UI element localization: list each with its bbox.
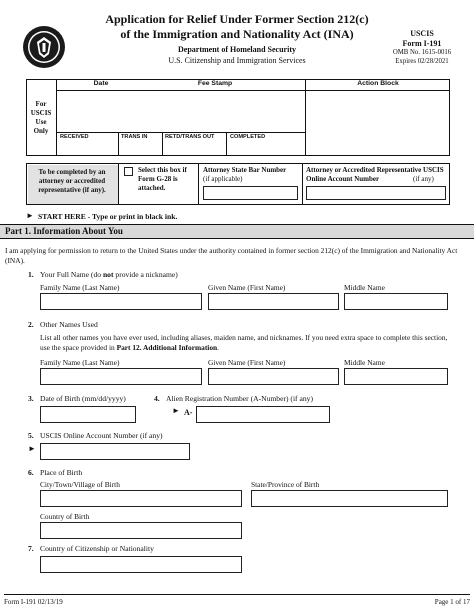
- country-of-citizenship-field[interactable]: [40, 556, 242, 573]
- account-number-sublabel: (if any): [413, 175, 434, 183]
- footer-page-number: Page 1 of 17: [434, 598, 470, 606]
- q4-label: Alien Registration Number (A-Number) (if any): [166, 394, 313, 403]
- part1-intro: I am applying for permission to return to the United States under the authority contained in former section 212(c) of the Immigration and Nationality Act (INA).: [5, 246, 458, 265]
- q2-text-bold: Part 12. Additional Information: [116, 342, 218, 352]
- state-of-birth-field[interactable]: [251, 490, 448, 507]
- city-of-birth-label: City/Town/Village of Birth: [40, 480, 120, 489]
- omb-number: OMB No. 1615-0016: [392, 49, 452, 56]
- footer-form-edition: Form I-191 02/13/19: [4, 598, 63, 606]
- q2-instructions: [40, 333, 450, 352]
- q2-family-name-label: Family Name (Last Name): [40, 358, 120, 367]
- department-name: Department of Homeland Security: [178, 45, 296, 54]
- uscis-box-col2: [162, 132, 163, 156]
- uscis-box-status-rule: [56, 132, 305, 133]
- q2-number: 2.: [28, 320, 34, 329]
- bar-number-sublabel: (if applicable): [203, 175, 243, 183]
- attorney-account-field[interactable]: [306, 186, 446, 200]
- q3-number: 3.: [28, 394, 34, 403]
- fee-stamp-header: Fee Stamp: [197, 80, 233, 87]
- account-number-label: Attorney or Accredited Representative USCIS Online Account Number: [306, 166, 444, 183]
- g28-checkbox[interactable]: [124, 167, 133, 176]
- uscis-box-header-rule: [56, 90, 450, 91]
- q1-given-name-field[interactable]: [208, 293, 339, 310]
- q2-family-name-field[interactable]: [40, 368, 202, 385]
- uscis-label: USCIS: [410, 29, 434, 38]
- agency-name: U.S. Citizenship and Immigration Services: [168, 56, 306, 65]
- q1-number: 1.: [28, 270, 34, 279]
- bar-number-label: Attorney State Bar Number: [203, 166, 287, 174]
- q2-middle-name-label: Middle Name: [344, 358, 385, 367]
- q6-number: 6.: [28, 468, 34, 477]
- country-of-birth-field[interactable]: [40, 522, 242, 539]
- part1-heading: Part 1. Information About You: [5, 226, 123, 236]
- state-of-birth-label: State/Province of Birth: [251, 480, 320, 489]
- attorney-div1: [118, 163, 119, 205]
- q2-text-a: List all other names you have ever used, including aliases, maiden name, and nicknames. If you need extra space to complete this section, use the space provided in: [40, 333, 448, 352]
- footer-rule: [4, 594, 470, 595]
- q5-label: USCIS Online Account Number (if any): [40, 431, 163, 440]
- form-number: Form I-191: [402, 39, 442, 48]
- q2-given-name-field[interactable]: [208, 368, 339, 385]
- bar-number-field[interactable]: [203, 186, 298, 200]
- attorney-div3: [302, 163, 303, 205]
- q1-family-name-field[interactable]: [40, 293, 202, 310]
- q1-family-name-label: Family Name (Last Name): [40, 283, 120, 292]
- q7-number: 7.: [28, 544, 34, 553]
- action-block-header: Action Block: [357, 80, 399, 87]
- q2-text-b: .: [217, 342, 220, 352]
- q2-middle-name-field[interactable]: [344, 368, 448, 385]
- q7-label: Country of Citizenship or Nationality: [40, 544, 154, 553]
- uscis-use-label: For USCIS Use Only: [30, 100, 52, 135]
- attorney-div2: [198, 163, 199, 205]
- q3-label: Date of Birth (mm/dd/yyyy): [40, 394, 126, 403]
- q4-number: 4.: [154, 394, 160, 403]
- country-of-birth-label: Country of Birth: [40, 512, 90, 521]
- q1-label-bold: not: [102, 270, 114, 279]
- a-number-arrow-icon: ►: [172, 406, 180, 415]
- status-received: RECEIVED: [60, 134, 89, 140]
- date-header: Date: [93, 80, 109, 87]
- q2-label: Other Names Used: [40, 320, 98, 329]
- q6-label: Place of Birth: [40, 468, 83, 477]
- q1-middle-name-label: Middle Name: [344, 283, 385, 292]
- a-number-prefix: A-: [184, 408, 193, 417]
- uscis-box-col1: [118, 132, 119, 156]
- g28-checkbox-label: Select this box if Form G-28 is attached.: [138, 166, 187, 192]
- account-number-arrow-icon: ►: [28, 444, 36, 453]
- uscis-box-col3: [226, 132, 227, 156]
- q1-given-name-label: Given Name (First Name): [208, 283, 286, 292]
- q1-label: [40, 270, 178, 279]
- status-trans-in: TRANS IN: [121, 134, 148, 140]
- city-of-birth-field[interactable]: [40, 490, 242, 507]
- status-completed: COMPLETED: [230, 134, 266, 140]
- expiration-date: Expires 02/28/2021: [395, 58, 449, 65]
- a-number-field[interactable]: [196, 406, 330, 423]
- date-of-birth-field[interactable]: [40, 406, 136, 423]
- q1-label-a: Your Full Name (do: [40, 270, 103, 279]
- q1-middle-name-field[interactable]: [344, 293, 448, 310]
- start-here-instruction: START HERE - Type or print in black ink.: [38, 212, 178, 221]
- form-title-line1: Application for Relief Under Former Section 212(c): [105, 12, 369, 26]
- form-title-line2: of the Immigration and Nationality Act (INA): [120, 27, 354, 41]
- status-retd-trans-out: RETD/TRANS OUT: [165, 134, 215, 140]
- q5-number: 5.: [28, 431, 34, 440]
- q2-given-name-label: Given Name (First Name): [208, 358, 286, 367]
- q1-label-b: provide a nickname): [113, 270, 178, 279]
- start-here-arrow-icon: ►: [26, 211, 34, 220]
- attorney-label: To be completed by an attorney or accredited representative (if any).: [38, 168, 106, 194]
- uscis-account-number-field[interactable]: [40, 443, 190, 460]
